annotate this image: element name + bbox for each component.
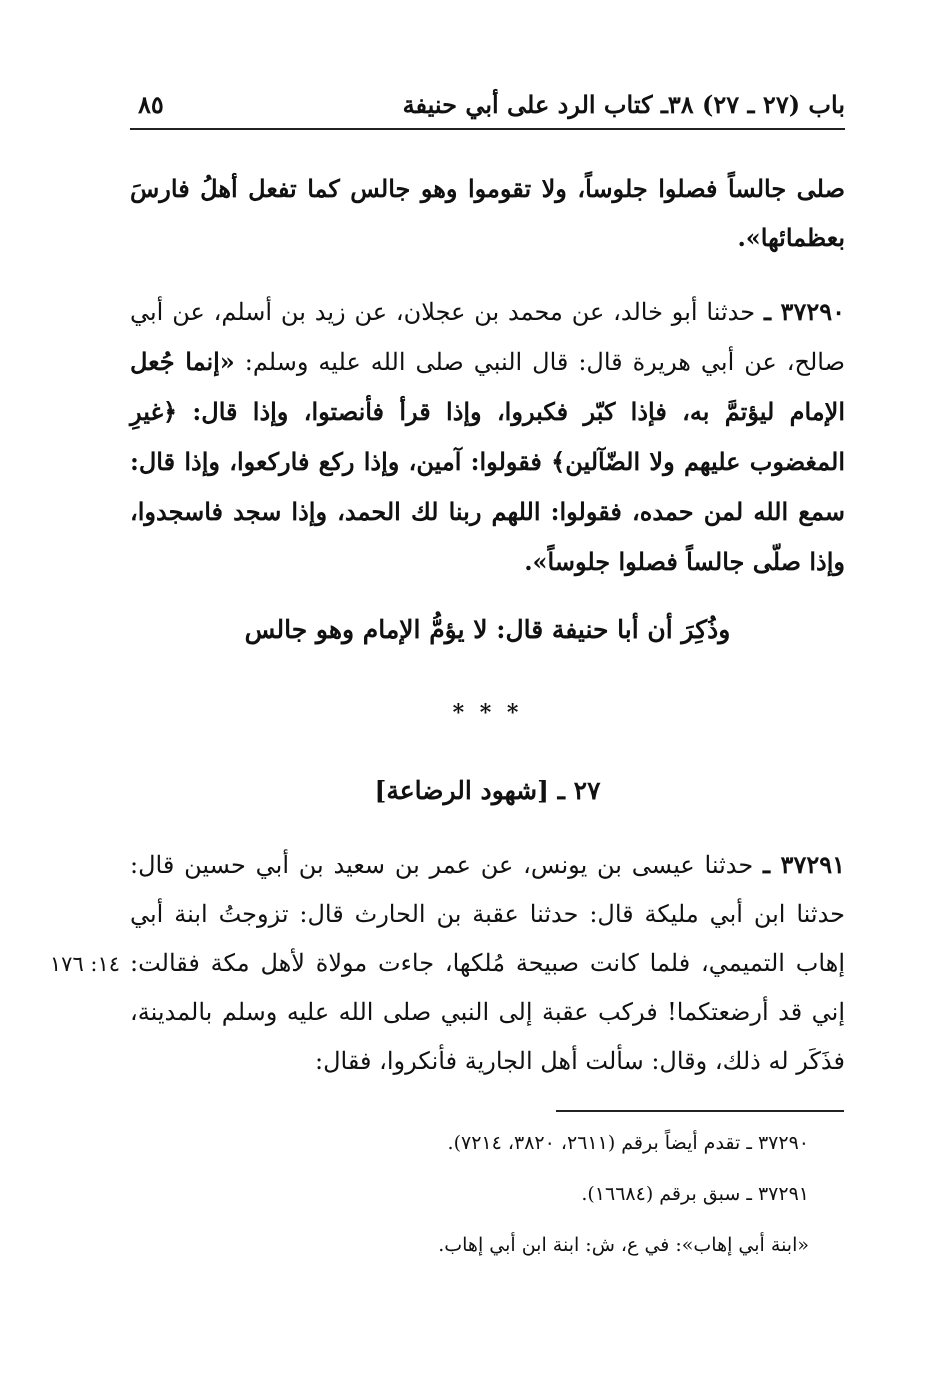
hadith-number: ٣٧٢٩٠ ـ — [763, 297, 845, 326]
hadith-number: ٣٧٢٩١ ـ — [763, 850, 845, 879]
hadith-chain: حدثنا أبو خالد، عن محمد بن عجلان، عن زيد بن أسلم، عن أبي صالح، عن أبي هريرة قال: قال النبي صلى الله عليه وسلم: — [130, 298, 845, 376]
margin-reference: ١٤: ١٧٦ — [49, 952, 121, 976]
hadith-quote: «إنما جُعل الإمام ليؤتمَّ به، فإذا كبّر فكبروا، وإذا قرأ فأنصتوا، وإذا قال: ﴿غيرِ المغضوب عليهم ولا الضّآلين﴾ فقولوا: آمين، وإذا ركع فاركعوا، وإذا قال: سمع الله لمن حمده، فقولوا: اللهم ربنا لك الحمد، وإذا سجد فاسجدوا، وإذا صلّى جالساً فصلوا جلوساً». — [130, 347, 846, 576]
footnote: ٣٧٢٩٠ ـ تقدم أيضاً برقم (٢٦١١، ٣٨٢٠، ٧٢١٤). — [447, 1132, 809, 1154]
page-header — [130, 86, 845, 126]
section-heading: ٢٧ ـ [شهود الرضاعة] — [374, 776, 601, 805]
footnote: «ابنة أبي إهاب»: في ع، ش: ابنة ابن أبي إهاب. — [438, 1234, 809, 1256]
section-separator: * * * — [452, 700, 523, 726]
footnotes — [130, 1126, 845, 1279]
hadith-37291 — [130, 840, 845, 1086]
footnote-divider — [556, 1110, 844, 1112]
chapter-title: باب (٢٧ ـ ٢٧) ٣٨ـ كتاب الرد على أبي حنيفة — [402, 90, 845, 119]
statement: وذُكِرَ أن أبا حنيفة قال: لا يؤمُّ الإمام وهو جالس — [244, 615, 731, 644]
paragraph-continuation: صلى جالساً فصلوا جلوساً، ولا تقوموا وهو جالس كما تفعل أهلُ فارسَ بعظمائها». — [130, 174, 845, 252]
hadith-37290 — [130, 287, 845, 587]
hadith-text: حدثنا عيسى بن يونس، عن عمر بن سعيد بن أبي حسين قال: حدثنا ابن أبي مليكة قال: حدثنا عقبة بن الحارث قال: تزوجتُ ابنة أبي إهاب التميمي، فلما كانت صبيحة مُلكها، جاءت مولاة لأهل مكة فقالت: إني قد أرضعتكما! فركب عقبة إلى النبي صلى الله عليه وسلم بالمدينة، فذَكَر له ذلك، وقال: سألت أهل الجارية فأنكروا، فقال: — [130, 851, 845, 1075]
footnote: ٣٧٢٩١ ـ سبق برقم (١٦٦٨٤). — [581, 1183, 809, 1205]
header-divider — [130, 128, 845, 130]
page-number: ٨٥ — [138, 90, 164, 119]
